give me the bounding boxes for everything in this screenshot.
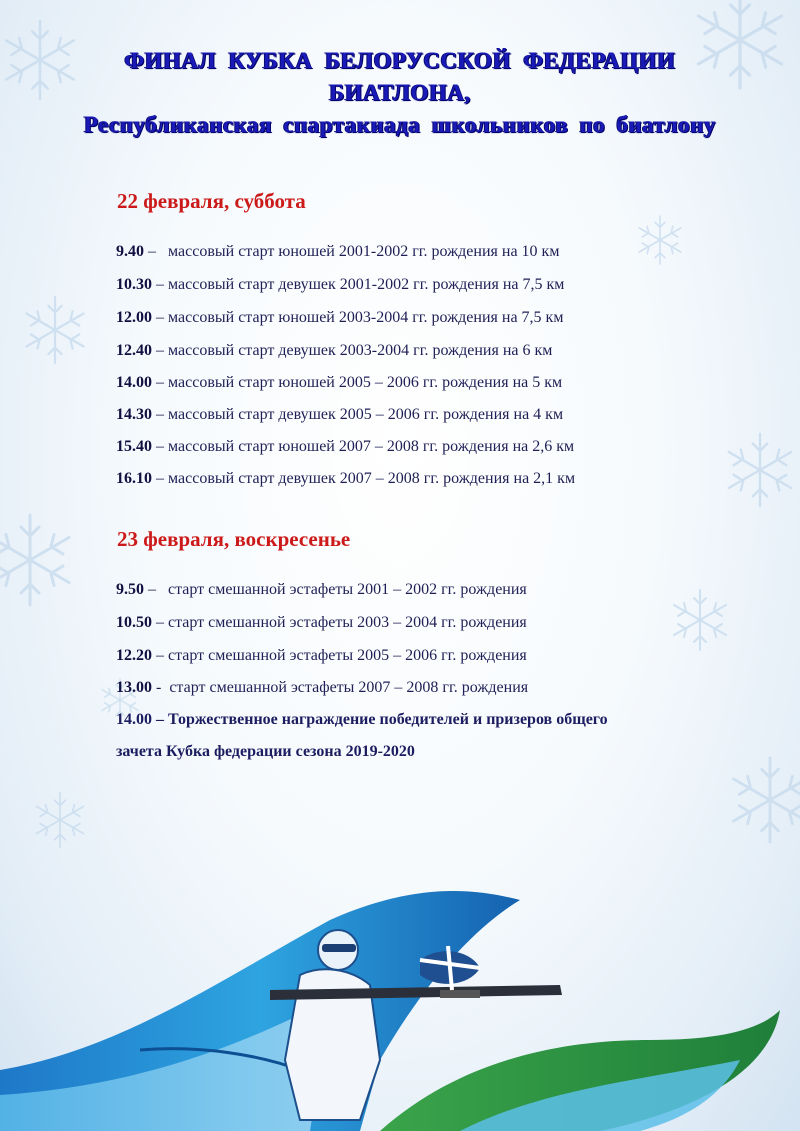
event-description: массовый старт юношей 2005 – 2006 гг. рождения на 5 км (168, 374, 563, 391)
event-description: массовый старт девушек 2007 – 2008 гг. рождения на 2,1 км (168, 470, 576, 487)
event-description: старт смешанной эстафеты 2007 – 2008 гг. рождения (169, 679, 529, 696)
title-line-3: Республиканская спартакиада школьников по биатлону (83, 112, 717, 137)
event-time: 10.30 (116, 276, 152, 293)
event-time: 14.00 (116, 374, 152, 391)
event-separator: – (152, 406, 168, 423)
schedule-row (116, 581, 527, 599)
event-description: массовый старт юношей 2001-2002 гг. рождения на 10 км (168, 243, 560, 260)
schedule-row (116, 647, 527, 665)
award-line-1: 14.00 – Торжественное награждение победителей и призеров общего (116, 711, 608, 728)
event-separator: – (152, 342, 168, 359)
schedule-row (116, 438, 574, 456)
event-description: старт смешанной эстафеты 2003 – 2004 гг. рождения (168, 614, 527, 631)
event-separator: – (152, 614, 168, 631)
schedule-row (116, 374, 562, 392)
title-line-2: БИАТЛОНА, (329, 80, 471, 105)
event-time: 12.00 (116, 309, 152, 326)
event-description: массовый старт девушек 2003-2004 гг. рождения на 6 км (168, 342, 553, 359)
event-time: 9.50 (116, 581, 144, 598)
event-time: 9.40 (116, 243, 144, 260)
schedule-row (116, 679, 528, 697)
event-description: массовый старт девушек 2001-2002 гг. рождения на 7,5 км (168, 276, 565, 293)
event-time: 10.50 (116, 614, 152, 631)
event-separator: - (152, 679, 170, 696)
schedule-row (116, 309, 563, 327)
event-separator: – (144, 243, 168, 260)
event-time: 14.30 (116, 406, 152, 423)
event-separator: – (144, 581, 168, 598)
event-description: старт смешанной эстафеты 2005 – 2006 гг. рождения (168, 647, 527, 664)
event-separator: – (152, 470, 168, 487)
award-line-2: зачета Кубка федерации сезона 2019-2020 (116, 743, 415, 760)
event-time: 12.40 (116, 342, 152, 359)
event-separator: – (152, 276, 168, 293)
event-description: массовый старт юношей 2007 – 2008 гг. рождения на 2,6 км (168, 438, 575, 455)
schedule-row (116, 470, 575, 488)
schedule-row (116, 406, 563, 424)
schedule-row (116, 243, 559, 261)
event-description: массовый старт юношей 2003-2004 гг. рождения на 7,5 км (168, 309, 564, 326)
schedule-row (116, 276, 564, 294)
day2-heading: 23 февраля, воскресенье (117, 527, 351, 551)
title-line-1: ФИНАЛ КУБКА БЕЛОРУССКОЙ ФЕДЕРАЦИИ (124, 48, 676, 73)
schedule-row (116, 614, 527, 632)
event-separator: – (152, 438, 168, 455)
event-time: 13.00 (116, 679, 152, 696)
event-separator: – (152, 647, 168, 664)
event-time: 12.20 (116, 647, 152, 664)
day1-heading: 22 февраля, суббота (117, 189, 306, 213)
event-description: массовый старт девушек 2005 – 2006 гг. рождения на 4 км (168, 406, 564, 423)
event-description: старт смешанной эстафеты 2001 – 2002 гг. рождения (168, 581, 527, 598)
event-separator: – (152, 374, 168, 391)
event-time: 16.10 (116, 470, 152, 487)
event-separator: – (152, 309, 168, 326)
schedule-row (116, 342, 552, 360)
event-time: 15.40 (116, 438, 152, 455)
